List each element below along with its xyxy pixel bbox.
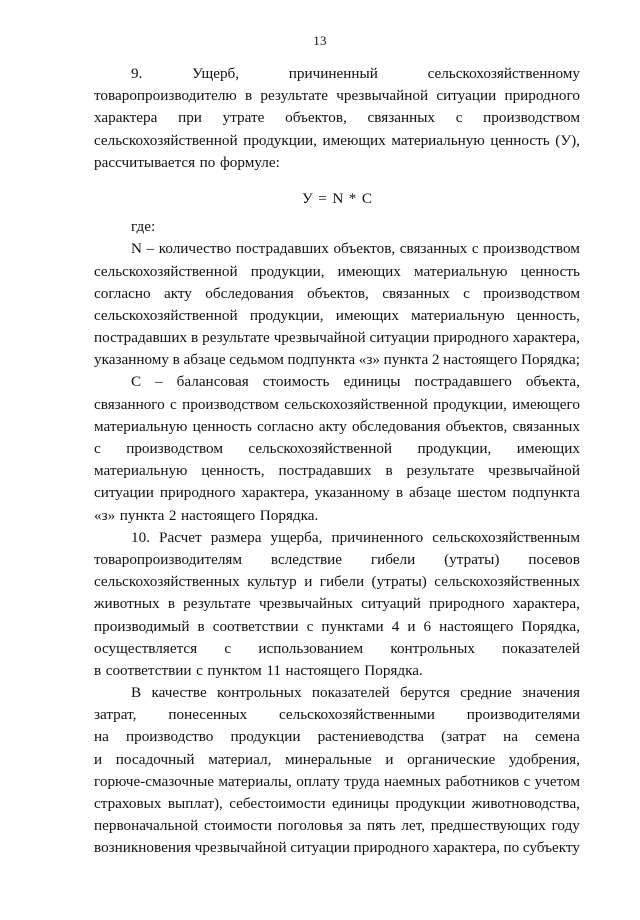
word: органические	[407, 750, 496, 768]
text-line	[94, 327, 580, 349]
text-line	[94, 793, 580, 815]
word: согласно	[257, 417, 314, 435]
word: N	[131, 240, 142, 258]
word: акту	[318, 417, 347, 435]
word: имеющих	[335, 306, 399, 324]
word: характера	[94, 109, 158, 127]
word: на	[503, 728, 518, 746]
word: культур	[247, 573, 297, 591]
word: работников	[445, 772, 520, 790]
word: сельскохозяйственной	[248, 440, 393, 457]
word: настоящего	[443, 351, 518, 369]
word: рассчитывается	[94, 153, 196, 171]
word: семена	[535, 728, 580, 746]
word: характера,	[512, 595, 580, 613]
word: связанных	[512, 417, 580, 435]
word: 4	[391, 617, 400, 635]
word: пять	[367, 817, 396, 835]
word: сельскохозяйственной	[94, 306, 238, 324]
text-line	[94, 305, 580, 327]
word: страховых	[94, 795, 162, 812]
word: гибели	[370, 550, 416, 568]
word: качестве	[151, 684, 207, 702]
text-line	[94, 549, 580, 571]
word: природного	[504, 87, 580, 105]
word: материальную	[391, 131, 485, 149]
word: утрате	[222, 109, 265, 127]
word: количество	[158, 240, 232, 258]
text-line	[94, 505, 580, 527]
text-line	[94, 394, 580, 416]
word: результате	[260, 87, 329, 105]
text-line	[94, 815, 580, 837]
word: причиненного	[331, 528, 424, 546]
word: животноводства,	[471, 795, 580, 812]
word: по	[199, 153, 216, 171]
word: продукции	[230, 728, 301, 746]
word: ценность	[192, 417, 252, 435]
word: объектов,	[285, 109, 347, 127]
word: связанных	[399, 240, 468, 258]
page-number: 13	[313, 33, 327, 48]
word: сельскохозяйственной	[94, 262, 238, 280]
text-line	[94, 837, 580, 859]
word: производством	[483, 284, 580, 302]
text-line	[94, 704, 580, 726]
text-line	[94, 771, 580, 793]
word: выплат),	[167, 795, 223, 812]
word: сельскохозяйственных	[434, 573, 580, 591]
word: 2	[431, 351, 440, 369]
word: в	[191, 329, 199, 347]
word: пострадавших	[278, 462, 372, 480]
text-line	[94, 349, 580, 371]
word: при	[178, 109, 202, 127]
word: товаропроизводителям	[94, 550, 243, 568]
word: результате	[406, 462, 475, 480]
word: с	[170, 395, 177, 413]
word: Ущерб,	[192, 65, 240, 82]
text-line	[94, 63, 580, 85]
word: товаропроизводителю	[94, 87, 237, 105]
text-line	[94, 216, 580, 238]
word: ситуации	[369, 329, 430, 347]
word: имеющего	[512, 395, 580, 413]
word: Порядка,	[521, 617, 580, 635]
word: лет,	[401, 817, 425, 835]
word: по	[503, 839, 520, 857]
text-line	[94, 85, 580, 107]
word: сельскохозяйственным	[432, 528, 580, 546]
word: субъекту	[522, 839, 580, 857]
word: с	[94, 440, 101, 457]
word: сельскохозяйственными	[278, 706, 435, 724]
word: минеральные	[285, 750, 372, 768]
word: Порядка.	[259, 506, 319, 524]
word: ценность	[490, 131, 550, 149]
word: продукции	[395, 795, 466, 812]
word: сельскохозяйственных	[94, 573, 240, 591]
text-line	[94, 616, 580, 638]
word: производством	[182, 395, 279, 413]
word: в	[167, 595, 175, 613]
word: ситуации	[436, 87, 497, 105]
word: продукции,	[417, 440, 492, 457]
word: материальную	[414, 262, 508, 280]
word: соответствии	[105, 661, 192, 679]
word: горюче-смазочные	[94, 772, 215, 790]
word: посевов	[528, 550, 580, 568]
word: 2	[168, 506, 177, 524]
word: чрезвычайной	[273, 329, 366, 347]
word: природного	[433, 329, 509, 347]
text-line	[94, 593, 580, 615]
word: показателей	[311, 684, 390, 702]
word: единицы	[331, 795, 389, 812]
word: с	[471, 240, 479, 258]
word: характера,	[432, 839, 500, 857]
word: балансовая	[176, 373, 249, 391]
word: пункта	[383, 351, 429, 369]
word: Порядка;	[521, 351, 580, 369]
text-line	[94, 527, 580, 549]
word: объекта,	[525, 373, 580, 391]
text-line	[94, 460, 580, 482]
word: связанного	[94, 395, 165, 413]
word: –	[146, 240, 155, 258]
word: акту	[163, 284, 192, 302]
word: чрезвычайных	[258, 595, 353, 613]
word: указанному	[94, 351, 169, 369]
word: понесенных	[168, 706, 248, 724]
word: согласно	[94, 284, 151, 302]
word: объектов,	[333, 240, 396, 258]
word: материальную	[94, 462, 188, 480]
word: чрезвычайной	[488, 462, 580, 480]
word: продукции,	[249, 306, 324, 324]
word: затрат,	[94, 706, 137, 724]
word: природного	[429, 595, 505, 613]
word: в	[197, 617, 205, 635]
word: 9.	[131, 65, 143, 82]
word: *	[348, 189, 357, 207]
word: ценность	[520, 262, 580, 280]
word: в	[245, 87, 253, 105]
word: с	[224, 639, 232, 657]
text-line	[94, 107, 580, 129]
word: ценность,	[516, 306, 580, 324]
text-line	[94, 283, 580, 305]
word: единицы	[343, 373, 401, 391]
word: производством	[126, 440, 223, 457]
word: с	[463, 284, 470, 302]
word: с	[455, 109, 463, 127]
word: использованием	[258, 639, 364, 657]
word: сельскохозяйственной	[284, 395, 428, 413]
word: учетом	[534, 772, 580, 790]
text-line	[94, 438, 580, 460]
formula-line	[94, 188, 580, 210]
word: сельскохозяйственной	[94, 131, 238, 149]
word: пункта	[119, 506, 165, 524]
word: производство	[125, 728, 214, 746]
word: на	[94, 728, 109, 746]
word: 11	[266, 661, 281, 679]
text-line	[94, 682, 580, 704]
word: производителями	[466, 706, 580, 724]
word: гибели	[319, 573, 365, 591]
word: шестом	[457, 484, 507, 502]
word: вследствие	[270, 550, 342, 568]
word: с	[523, 772, 531, 790]
word: характера,	[241, 484, 309, 502]
word: сельскохозяйственному	[427, 65, 580, 82]
word: размера	[210, 528, 262, 546]
word: и	[385, 750, 394, 768]
word: обследования	[351, 417, 441, 435]
word: посадочный	[115, 750, 195, 768]
word: настоящего	[439, 617, 514, 635]
word: материалы,	[218, 772, 292, 790]
word: пострадавших	[235, 240, 329, 258]
word: (У),	[555, 131, 580, 149]
word: возникновения	[94, 839, 192, 857]
word: имеющих	[337, 262, 401, 280]
word: поголовья	[277, 817, 343, 835]
word: подпункта	[512, 484, 580, 502]
word: абзаце	[183, 351, 226, 369]
word: имеющих	[322, 131, 386, 149]
word: труда	[344, 772, 380, 790]
word: и	[94, 750, 103, 768]
word: производством	[483, 109, 580, 127]
word: Расчет	[159, 528, 202, 546]
word: году	[551, 817, 580, 835]
word: имеющих	[516, 440, 580, 457]
word: и	[304, 573, 313, 591]
text-line	[94, 749, 580, 771]
word: производством	[483, 240, 580, 258]
word: ситуаций	[361, 595, 421, 613]
word: настоящего	[285, 661, 360, 679]
text-line	[94, 152, 580, 174]
word: с	[306, 617, 314, 635]
word: себестоимости	[229, 795, 326, 812]
word: ситуации	[290, 839, 351, 857]
word: значения	[522, 684, 580, 702]
word: контрольных	[217, 684, 302, 702]
word: в	[172, 351, 180, 369]
text-line	[94, 238, 580, 260]
word: первоначальной	[94, 817, 199, 835]
word: =	[318, 189, 327, 207]
word: продукции,	[433, 395, 507, 413]
word: чрезвычайной	[194, 839, 287, 857]
word: осуществляется	[94, 639, 198, 657]
word: стоимость	[262, 373, 330, 391]
text-line	[94, 726, 580, 748]
word: пунктом	[207, 661, 262, 679]
word: Порядка.	[364, 661, 423, 679]
word: средние	[460, 684, 512, 702]
word: оплату	[296, 772, 340, 790]
document-body	[94, 63, 580, 860]
word: (утраты)	[371, 573, 427, 591]
word: настоящего	[181, 506, 256, 524]
word: связанных	[367, 109, 436, 127]
text-line	[94, 371, 580, 393]
word: ситуации	[94, 484, 154, 502]
word: 10.	[131, 528, 150, 546]
word: материальную	[94, 417, 188, 435]
word: за	[348, 817, 362, 835]
word: чрезвычайной	[336, 87, 429, 105]
text-line	[94, 660, 580, 682]
word: природного	[353, 839, 430, 857]
text-line	[94, 416, 580, 438]
word: берутся	[400, 684, 450, 702]
word: стоимости	[203, 817, 272, 835]
word: –	[155, 373, 163, 391]
text-line	[94, 638, 580, 660]
word: растениеводства	[317, 728, 425, 746]
word: седьмом	[229, 351, 284, 369]
word: показателей	[502, 639, 580, 657]
word: объектов,	[445, 417, 508, 435]
word: пострадавших	[94, 329, 188, 347]
word: контрольных	[390, 639, 475, 657]
word: удобрения,	[508, 750, 580, 768]
word: «з»	[94, 506, 116, 524]
word: ущерба,	[270, 528, 323, 546]
word: ценность,	[201, 462, 265, 480]
word: продукции,	[250, 262, 325, 280]
word: и	[407, 617, 416, 635]
word: с	[196, 661, 203, 679]
word: продукции,	[243, 131, 317, 149]
word: пострадавшего	[414, 373, 512, 391]
word: С	[131, 373, 142, 391]
word: указанному	[314, 484, 390, 502]
text-line	[94, 571, 580, 593]
word: подпункта	[287, 351, 356, 369]
word: в	[94, 661, 102, 679]
word: животных	[94, 595, 160, 613]
word: результате	[202, 329, 270, 347]
word: материальную	[411, 306, 505, 324]
word: соответствии	[212, 617, 299, 635]
word: 6	[423, 617, 432, 635]
word: В	[131, 684, 142, 702]
word: наемных	[383, 772, 442, 790]
word: причиненный	[288, 65, 378, 82]
word: материал,	[208, 750, 272, 768]
word: пунктами	[321, 617, 384, 635]
text-line	[94, 482, 580, 504]
word: абзаце	[409, 484, 452, 502]
word: характера,	[512, 329, 580, 347]
word: N	[332, 189, 344, 207]
word: предшествующих	[430, 817, 546, 835]
word: в	[385, 462, 393, 480]
word: результате	[183, 595, 251, 613]
text-line	[94, 130, 580, 152]
word: У	[302, 189, 313, 207]
word: «з»	[358, 351, 380, 369]
word: формуле:	[219, 153, 280, 171]
word: связанных	[382, 284, 450, 302]
text-line	[94, 261, 580, 283]
word: производимый	[94, 617, 190, 635]
word: С	[361, 189, 372, 207]
word: природного	[159, 484, 236, 502]
word: обследования	[205, 284, 294, 302]
word: (затрат	[441, 728, 486, 746]
word: объектов,	[307, 284, 369, 302]
word: (утраты)	[444, 550, 500, 568]
word: в	[395, 484, 404, 502]
word: где:	[131, 218, 156, 236]
